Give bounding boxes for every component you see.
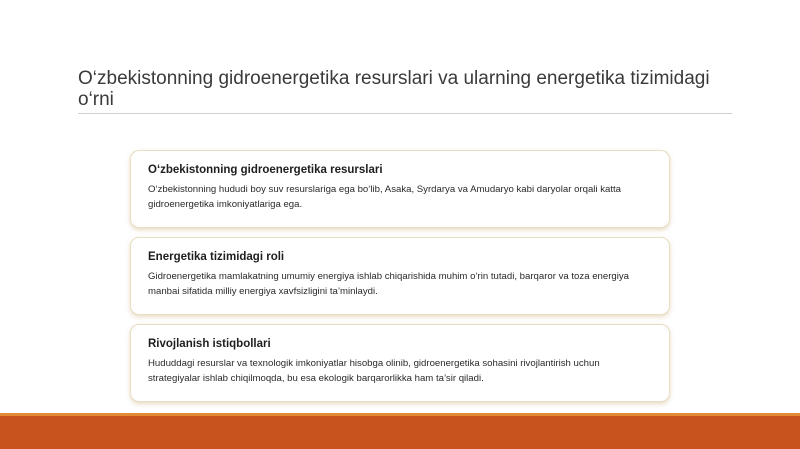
card-body: Gidroenergetika mamlakatning umumiy energiya ishlab chiqarishida muhim o‘rin tutadi, barqaror va toza energiya manbai sifatida milliy energiya xavfsizligini ta’minlaydi.	[148, 271, 629, 297]
title-divider	[78, 113, 732, 114]
card-heading: Energetika tizimidagi roli	[148, 251, 285, 263]
footer-accent-bar	[0, 413, 800, 449]
slide-title: O‘zbekistonning gidroenergetika resurslari va ularning energetika tizimidagi o‘rni	[78, 68, 710, 110]
card-list	[130, 150, 670, 411]
card-heading: Rivojlanish istiqbollari	[148, 338, 271, 350]
card-development-prospects	[130, 324, 670, 402]
footer-accent-highlight	[0, 413, 800, 416]
card-body: Hududdagi resurslar va texnologik imkoniyatlar hisobga olinib, gidroenergetika sohasini rivojlantirish uchun strategiyalar ishlab chiqilmoqda, bu esa ekologik barqarorlikka ham ta’sir qiladi.	[148, 358, 600, 384]
card-energy-role	[130, 237, 670, 315]
card-body: O‘zbekistonning hududi boy suv resurslariga ega bo‘lib, Asaka, Syrdarya va Amudaryo kabi daryolar orqali katta gidroenergetika imkoniyatlariga ega.	[148, 184, 622, 210]
card-heading: O‘zbekistonning gidroenergetika resurslari	[148, 164, 383, 176]
card-hydro-resources	[130, 150, 670, 228]
